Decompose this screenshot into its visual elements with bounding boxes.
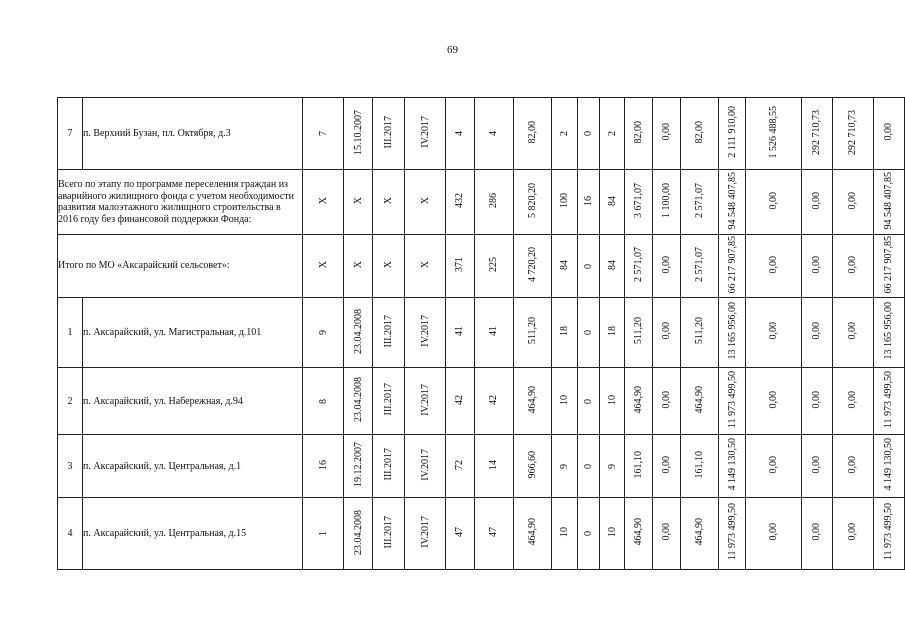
value-cell (873, 98, 904, 170)
value-text: 464,90 (526, 385, 538, 414)
value-cell (719, 498, 746, 570)
value-cell (832, 298, 873, 368)
value-text: X (383, 197, 395, 205)
value-cell (653, 368, 680, 435)
value-cell (513, 98, 551, 170)
value-cell (625, 435, 653, 498)
page-number: 69 (447, 44, 458, 56)
value-text: 66 217 907,85 (726, 235, 738, 294)
table-row (58, 368, 905, 435)
value-cell (653, 170, 680, 235)
value-cell (719, 170, 746, 235)
value-cell (801, 170, 832, 235)
total-row (58, 170, 905, 235)
value-text: X (317, 197, 329, 205)
value-text: 0,00 (847, 191, 859, 210)
value-cell (600, 498, 625, 570)
value-cell (474, 435, 513, 498)
value-cell (513, 368, 551, 435)
value-text: 511,20 (633, 317, 645, 345)
value-text: X (383, 261, 395, 269)
total-label: Итого по МО «Аксарайский сельсовет»: (58, 235, 303, 298)
value-text: 10 (558, 527, 570, 537)
value-cell (680, 298, 718, 368)
value-text: 0,00 (768, 255, 780, 274)
value-cell (446, 368, 474, 435)
value-text: 2 111 910,00 (726, 106, 738, 158)
value-cell (801, 235, 832, 298)
value-cell (405, 98, 446, 170)
value-text: 0,00 (847, 455, 859, 474)
value-text: 464,90 (526, 518, 538, 546)
value-text: 0,00 (661, 390, 673, 409)
value-text: 0,00 (661, 255, 673, 274)
value-cell (801, 98, 832, 170)
value-cell (832, 98, 873, 170)
value-text: 11 973 499,50 (883, 370, 895, 429)
value-text: 66 217 907,85 (883, 235, 895, 294)
value-text: 371 (454, 257, 466, 272)
value-cell (577, 98, 600, 170)
value-text: 0,00 (768, 191, 780, 210)
value-cell (551, 435, 577, 498)
value-text: 432 (454, 193, 466, 208)
value-text: 2 571,07 (633, 247, 645, 282)
value-text: 0 (582, 463, 594, 469)
value-text: 464,90 (693, 518, 705, 546)
value-text: 10 (606, 394, 618, 405)
value-text: IV.2017 (419, 116, 431, 148)
value-cell (303, 498, 344, 570)
resettlement-table (57, 97, 905, 570)
value-cell (513, 235, 551, 298)
value-cell (653, 298, 680, 368)
value-text: 0 (582, 263, 594, 269)
table-row (58, 298, 905, 368)
row-number: 7 (58, 98, 83, 170)
value-text: 1 100,00 (661, 183, 673, 218)
value-cell (577, 435, 600, 498)
value-text: 0,00 (768, 322, 780, 340)
value-cell (405, 435, 446, 498)
value-text: 1 526 488,55 (768, 105, 780, 159)
value-text: 0,00 (847, 523, 859, 541)
value-text: 0,00 (768, 523, 780, 541)
value-text: X (352, 261, 364, 269)
value-cell (474, 235, 513, 298)
value-cell (832, 498, 873, 570)
value-text: 464,90 (633, 518, 645, 546)
value-cell (873, 435, 904, 498)
value-cell (373, 368, 405, 435)
value-text: III.2017 (383, 448, 395, 481)
value-cell (405, 298, 446, 368)
value-text: 84 (606, 195, 618, 206)
value-text: 161,10 (633, 450, 645, 479)
value-cell (680, 435, 718, 498)
value-text: 9 (558, 463, 570, 469)
value-text: 5 820,20 (526, 183, 538, 218)
total-label: Всего по этапу по программе переселения граждан из аварийного жилищного фонда с учетом необходимости развития малоэтажного жилищного строительства в 2016 году без финансовой поддержки Фонда: (58, 170, 303, 235)
value-text: 7 (317, 131, 329, 136)
value-cell (405, 498, 446, 570)
value-text: 0,00 (661, 322, 673, 340)
value-cell (719, 298, 746, 368)
value-text: 100 (558, 193, 570, 208)
value-text: 41 (488, 326, 500, 336)
value-text: 19.12.2007 (352, 442, 364, 487)
value-cell (719, 98, 746, 170)
value-text: 4 720,20 (526, 247, 538, 282)
value-text: 0,00 (847, 255, 859, 274)
address-cell: п. Верхний Бузан, пл. Октября, д.3 (83, 98, 303, 170)
value-text: 0,00 (768, 455, 780, 474)
value-cell (625, 298, 653, 368)
value-cell (746, 435, 801, 498)
value-cell (373, 98, 405, 170)
value-text: 0,00 (661, 523, 673, 541)
value-text: 0,00 (661, 123, 673, 141)
value-text: 94 548 407,85 (883, 171, 895, 230)
value-text: 0,00 (811, 390, 823, 409)
value-text: 464,90 (633, 385, 645, 414)
value-text: 23.04.2008 (352, 308, 364, 354)
value-cell (303, 435, 344, 498)
value-text: 2 (558, 131, 570, 136)
address-cell: п. Аксарайский, ул. Магистральная, д.101 (83, 298, 303, 368)
address-cell: п. Аксарайский, ул. Центральная, д.15 (83, 498, 303, 570)
value-cell (653, 498, 680, 570)
value-cell (446, 298, 474, 368)
value-text: 18 (606, 326, 618, 336)
value-cell (801, 298, 832, 368)
value-cell (653, 235, 680, 298)
row-number: 1 (58, 298, 83, 368)
value-text: 18 (558, 326, 570, 336)
total-row (58, 235, 905, 298)
value-cell (577, 235, 600, 298)
value-cell (405, 235, 446, 298)
value-text: 2 (606, 131, 618, 136)
value-cell (577, 368, 600, 435)
value-text: 10 (606, 527, 618, 537)
value-cell (344, 368, 373, 435)
value-text: 10 (558, 394, 570, 405)
value-cell (832, 435, 873, 498)
value-text: 82,00 (526, 120, 538, 144)
value-cell (625, 498, 653, 570)
value-cell (653, 98, 680, 170)
value-cell (746, 98, 801, 170)
value-cell (513, 435, 551, 498)
value-cell (600, 435, 625, 498)
value-text: 4 149 130,50 (883, 438, 895, 491)
value-text: 14 (488, 459, 500, 470)
value-cell (551, 98, 577, 170)
value-cell (474, 170, 513, 235)
value-cell (446, 235, 474, 298)
value-cell (719, 435, 746, 498)
value-cell (577, 498, 600, 570)
value-cell (513, 298, 551, 368)
value-text: 292 710,73 (847, 109, 859, 155)
value-cell (625, 170, 653, 235)
value-text: 72 (454, 459, 466, 470)
value-text: 4 149 130,50 (726, 438, 738, 491)
value-cell (446, 498, 474, 570)
value-text: 0,00 (811, 191, 823, 210)
value-text: 0 (582, 330, 594, 335)
value-cell (344, 298, 373, 368)
value-cell (303, 170, 344, 235)
value-text: 82,00 (693, 120, 705, 144)
value-cell (303, 298, 344, 368)
value-text: 84 (606, 259, 618, 270)
value-text: III.2017 (383, 515, 395, 549)
value-cell (551, 498, 577, 570)
value-text: 0 (582, 531, 594, 536)
value-text: 23.04.2008 (352, 509, 364, 555)
value-text: 15.10.2007 (352, 109, 364, 155)
value-text: 41 (454, 326, 466, 336)
value-text: 0 (582, 131, 594, 136)
value-cell (551, 298, 577, 368)
row-number: 4 (58, 498, 83, 570)
value-text: 0 (582, 398, 594, 404)
value-text: 225 (488, 257, 500, 272)
value-text: 0,00 (768, 390, 780, 409)
value-cell (680, 235, 718, 298)
value-cell (680, 98, 718, 170)
value-cell (680, 498, 718, 570)
value-text: 23.04.2008 (352, 377, 364, 422)
value-text: 0,00 (811, 455, 823, 474)
value-cell (373, 298, 405, 368)
value-text: 1 (317, 531, 329, 536)
value-text: 511,20 (693, 317, 705, 345)
value-text: 84 (558, 259, 570, 270)
value-text: 9 (317, 330, 329, 335)
value-text: 42 (488, 394, 500, 405)
value-cell (680, 368, 718, 435)
value-text: 47 (488, 527, 500, 537)
row-number: 3 (58, 435, 83, 498)
value-text: 0,00 (811, 322, 823, 340)
value-cell (625, 368, 653, 435)
value-cell (344, 498, 373, 570)
value-cell (746, 298, 801, 368)
value-text: 292 710,73 (811, 109, 823, 155)
value-cell (600, 235, 625, 298)
value-text: X (317, 261, 329, 269)
value-text: 3 671,07 (633, 183, 645, 218)
value-text: 0,00 (847, 390, 859, 409)
value-cell (474, 498, 513, 570)
value-text: 42 (454, 394, 466, 405)
value-cell (832, 235, 873, 298)
value-cell (600, 170, 625, 235)
value-cell (625, 235, 653, 298)
value-text: III.2017 (383, 383, 395, 416)
value-text: 11 973 499,50 (883, 503, 895, 561)
value-cell (577, 170, 600, 235)
value-text: 0,00 (883, 123, 895, 141)
value-text: 82,00 (633, 120, 645, 144)
value-text: IV.2017 (419, 383, 431, 416)
value-cell (513, 498, 551, 570)
value-text: X (419, 197, 431, 205)
value-cell (600, 368, 625, 435)
value-cell (344, 170, 373, 235)
value-cell (746, 498, 801, 570)
value-cell (373, 435, 405, 498)
value-cell (373, 498, 405, 570)
value-text: 4 (488, 131, 500, 136)
value-cell (446, 170, 474, 235)
row-number: 2 (58, 368, 83, 435)
value-cell (719, 368, 746, 435)
value-cell (446, 435, 474, 498)
value-cell (600, 298, 625, 368)
value-cell (551, 368, 577, 435)
value-cell (746, 170, 801, 235)
value-text: 11 973 499,50 (726, 370, 738, 429)
value-text: IV.2017 (419, 448, 431, 481)
value-text: 464,90 (693, 385, 705, 414)
address-cell: п. Аксарайский, ул. Набережная, д.94 (83, 368, 303, 435)
value-text: 161,10 (693, 450, 705, 479)
value-cell (405, 170, 446, 235)
value-cell (832, 368, 873, 435)
value-text: 0,00 (847, 322, 859, 340)
value-text: X (419, 261, 431, 269)
value-cell (801, 368, 832, 435)
value-cell (873, 235, 904, 298)
value-cell (746, 368, 801, 435)
address-cell: п. Аксарайский, ул. Центральная, д.1 (83, 435, 303, 498)
value-text: 13 165 956,00 (726, 302, 738, 360)
value-text: 94 548 407,85 (726, 171, 738, 230)
value-cell (873, 298, 904, 368)
value-cell (303, 235, 344, 298)
table-row (58, 435, 905, 498)
value-cell (600, 98, 625, 170)
value-cell (625, 98, 653, 170)
value-cell (873, 170, 904, 235)
value-cell (873, 368, 904, 435)
value-cell (873, 498, 904, 570)
value-text: 2 571,07 (693, 183, 705, 218)
value-text: 16 (582, 195, 594, 206)
value-cell (373, 170, 405, 235)
value-text: 9 (606, 463, 618, 469)
value-text: 47 (454, 527, 466, 537)
value-text: 4 (454, 131, 466, 136)
value-cell (801, 498, 832, 570)
value-cell (405, 368, 446, 435)
value-cell (801, 435, 832, 498)
value-cell (719, 235, 746, 298)
value-text: III.2017 (383, 314, 395, 348)
value-cell (551, 235, 577, 298)
value-text: IV.2017 (419, 315, 431, 347)
table-body (58, 98, 905, 570)
table-row (58, 98, 905, 170)
value-cell (577, 298, 600, 368)
value-text: X (352, 197, 364, 205)
value-text: 11 973 499,50 (726, 503, 738, 561)
value-cell (446, 98, 474, 170)
value-cell (746, 235, 801, 298)
value-text: 511,20 (526, 317, 538, 345)
value-cell (344, 98, 373, 170)
value-cell (344, 435, 373, 498)
value-text: 8 (317, 398, 329, 404)
value-text: 13 165 956,00 (883, 302, 895, 360)
value-cell (474, 98, 513, 170)
value-cell (513, 170, 551, 235)
value-text: 0,00 (811, 523, 823, 541)
value-cell (373, 235, 405, 298)
value-cell (303, 98, 344, 170)
value-text: 0,00 (811, 255, 823, 274)
value-cell (474, 298, 513, 368)
value-text: III.2017 (383, 115, 395, 149)
value-text: 966,60 (526, 450, 538, 479)
value-text: 0,00 (661, 455, 673, 474)
value-cell (551, 170, 577, 235)
value-text: IV.2017 (419, 516, 431, 548)
value-cell (832, 170, 873, 235)
value-text: 16 (317, 459, 329, 470)
value-cell (303, 368, 344, 435)
value-text: 286 (488, 193, 500, 208)
value-text: 2 571,07 (693, 247, 705, 282)
value-cell (344, 235, 373, 298)
table-row (58, 498, 905, 570)
value-cell (653, 435, 680, 498)
value-cell (680, 170, 718, 235)
value-cell (474, 368, 513, 435)
